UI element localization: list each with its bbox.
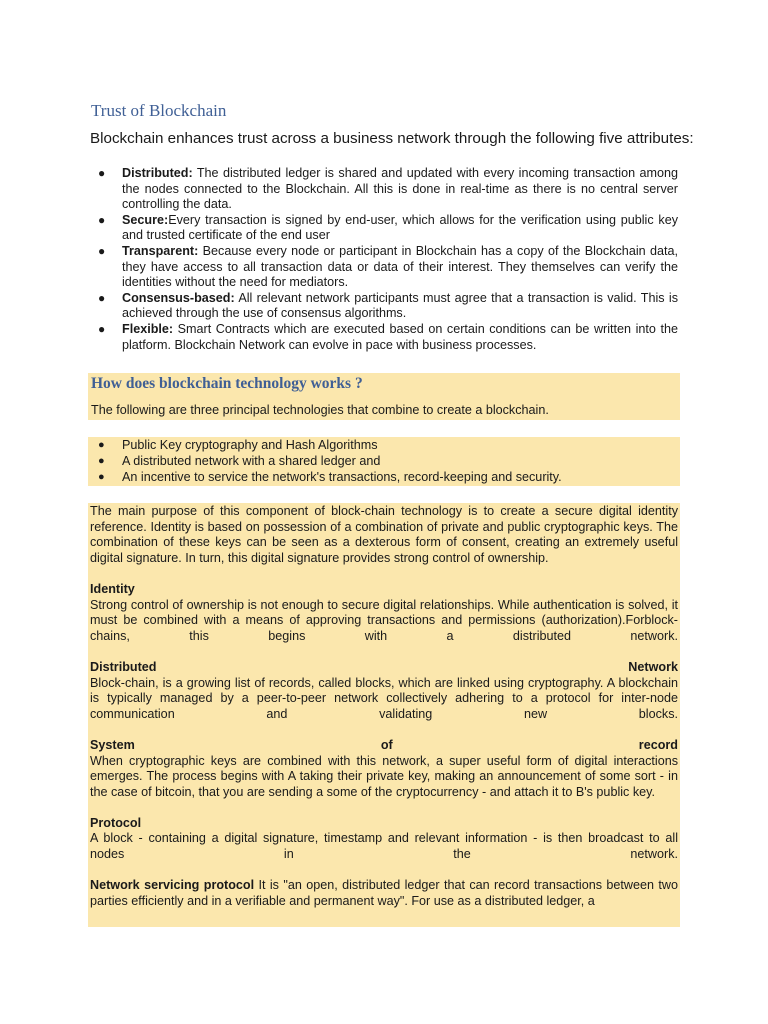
bullet-icon: ● (98, 439, 105, 451)
subsection-heading: Protocol (90, 815, 142, 830)
term-description: All relevant network participants must agree that a transaction is valid. This is achieved through the use of consensus algorithms. (122, 290, 678, 321)
body-text (90, 504, 678, 925)
distributed-section (90, 660, 678, 722)
intro-text: Blockchain enhances trust across a business network through the following five attributes: (90, 130, 694, 147)
bullet-icon: ● (98, 471, 105, 483)
term-label: Transparent: (122, 243, 199, 258)
term-label: Secure: (122, 212, 169, 227)
subsection-text: Strong control of ownership is not enough to secure digital relationships. While authentication is solved, it must be combined with a means of approving transactions and permissions (authorization).Forblock-chains, this begins with a distributed network. (90, 597, 678, 643)
protocol-section (90, 816, 678, 863)
term-description: Smart Contracts which are executed based on certain conditions can be written into the platform. Blockchain Network can evolve in pace with business processes. (122, 321, 678, 352)
bullet-icon: ● (98, 290, 106, 305)
attributes-list (90, 166, 678, 353)
page-title: Trust of Blockchain (91, 101, 227, 120)
subsection-heading: Identity (90, 581, 135, 596)
subsection-text: When cryptographic keys are combined with this network, a super useful form of digital interactions emerges. The process begins with A taking their private key, making an announcement of some sort - in the case of bitcoin, that you are sending a some of the cryptocurrency - and attach it to B's public key. (90, 753, 678, 799)
bullet-icon: ● (98, 166, 106, 180)
list-item (90, 166, 678, 213)
list-item-text: An incentive to service the network's transactions, record-keeping and security. (122, 470, 562, 484)
bullet-icon: ● (98, 455, 105, 467)
identity-section (90, 582, 678, 644)
list-item (90, 322, 678, 353)
section-heading: How does blockchain technology works ? (91, 375, 363, 392)
bullet-icon: ● (98, 243, 106, 258)
term-label: Consensus-based: (122, 290, 235, 305)
subsection-heading: Distributed Network (90, 659, 678, 674)
subsection-text: It is "an open, distributed ledger that can record transactions between two parties efficiently and in a verifiable and permanent way". For use as a distributed ledger, a (90, 878, 678, 908)
network-section (90, 878, 678, 909)
subsection-text: Block-chain, is a growing list of records, called blocks, which are linked using cryptography. A blockchain is typically managed by a peer-to-peer network collectively adhering to a protocol for inter-node communication and validating new blocks. (90, 675, 678, 721)
subsection-heading: System of record (90, 737, 678, 752)
list-item (90, 469, 678, 485)
subsection-heading: Network servicing protocol (90, 878, 255, 893)
term-description: Because every node or participant in Blockchain has a copy of the Blockchain data, they have access to all transaction data or data of their interest. They themselves can verify the identities without the need for mediators. (122, 243, 678, 290)
term-description: The distributed ledger is shared and updated with every incoming transaction among the nodes connected to the Blockchain. All this is done in real-time as there is no central server controlling the data. (122, 166, 678, 212)
list-item (90, 437, 678, 453)
list-item (90, 213, 678, 244)
intro-paragraph: The main purpose of this component of block-chain technology is to create a secure digital identity reference. Identity is based on possession of a combination of private and public cryptographic keys. The combination of these keys can be seen as a dexterous form of consent, creating an extremely useful digital signature. In turn, this digital signature provides strong control of ownership. (90, 504, 678, 565)
term-label: Flexible: (122, 321, 174, 336)
system-section (90, 738, 678, 800)
list-item (90, 453, 678, 469)
subsection-text: A block - containing a digital signature, timestamp and relevant information - is then broadcast to all nodes in the network. (90, 831, 678, 862)
list-item (90, 244, 678, 291)
bullet-icon: ● (98, 321, 106, 336)
section-subtitle: The following are three principal technologies that combine to create a blockchain. (91, 403, 549, 417)
list-item-text: A distributed network with a shared ledger and (122, 454, 381, 468)
term-label: Distributed: (122, 166, 193, 180)
list-item (90, 291, 678, 322)
term-description: Every transaction is signed by end-user, which allows for the verification using public key and trusted certificate of the end user (122, 212, 678, 243)
technologies-list (90, 437, 678, 485)
list-item-text: Public Key cryptography and Hash Algorithms (122, 438, 378, 452)
bullet-icon: ● (98, 212, 106, 227)
